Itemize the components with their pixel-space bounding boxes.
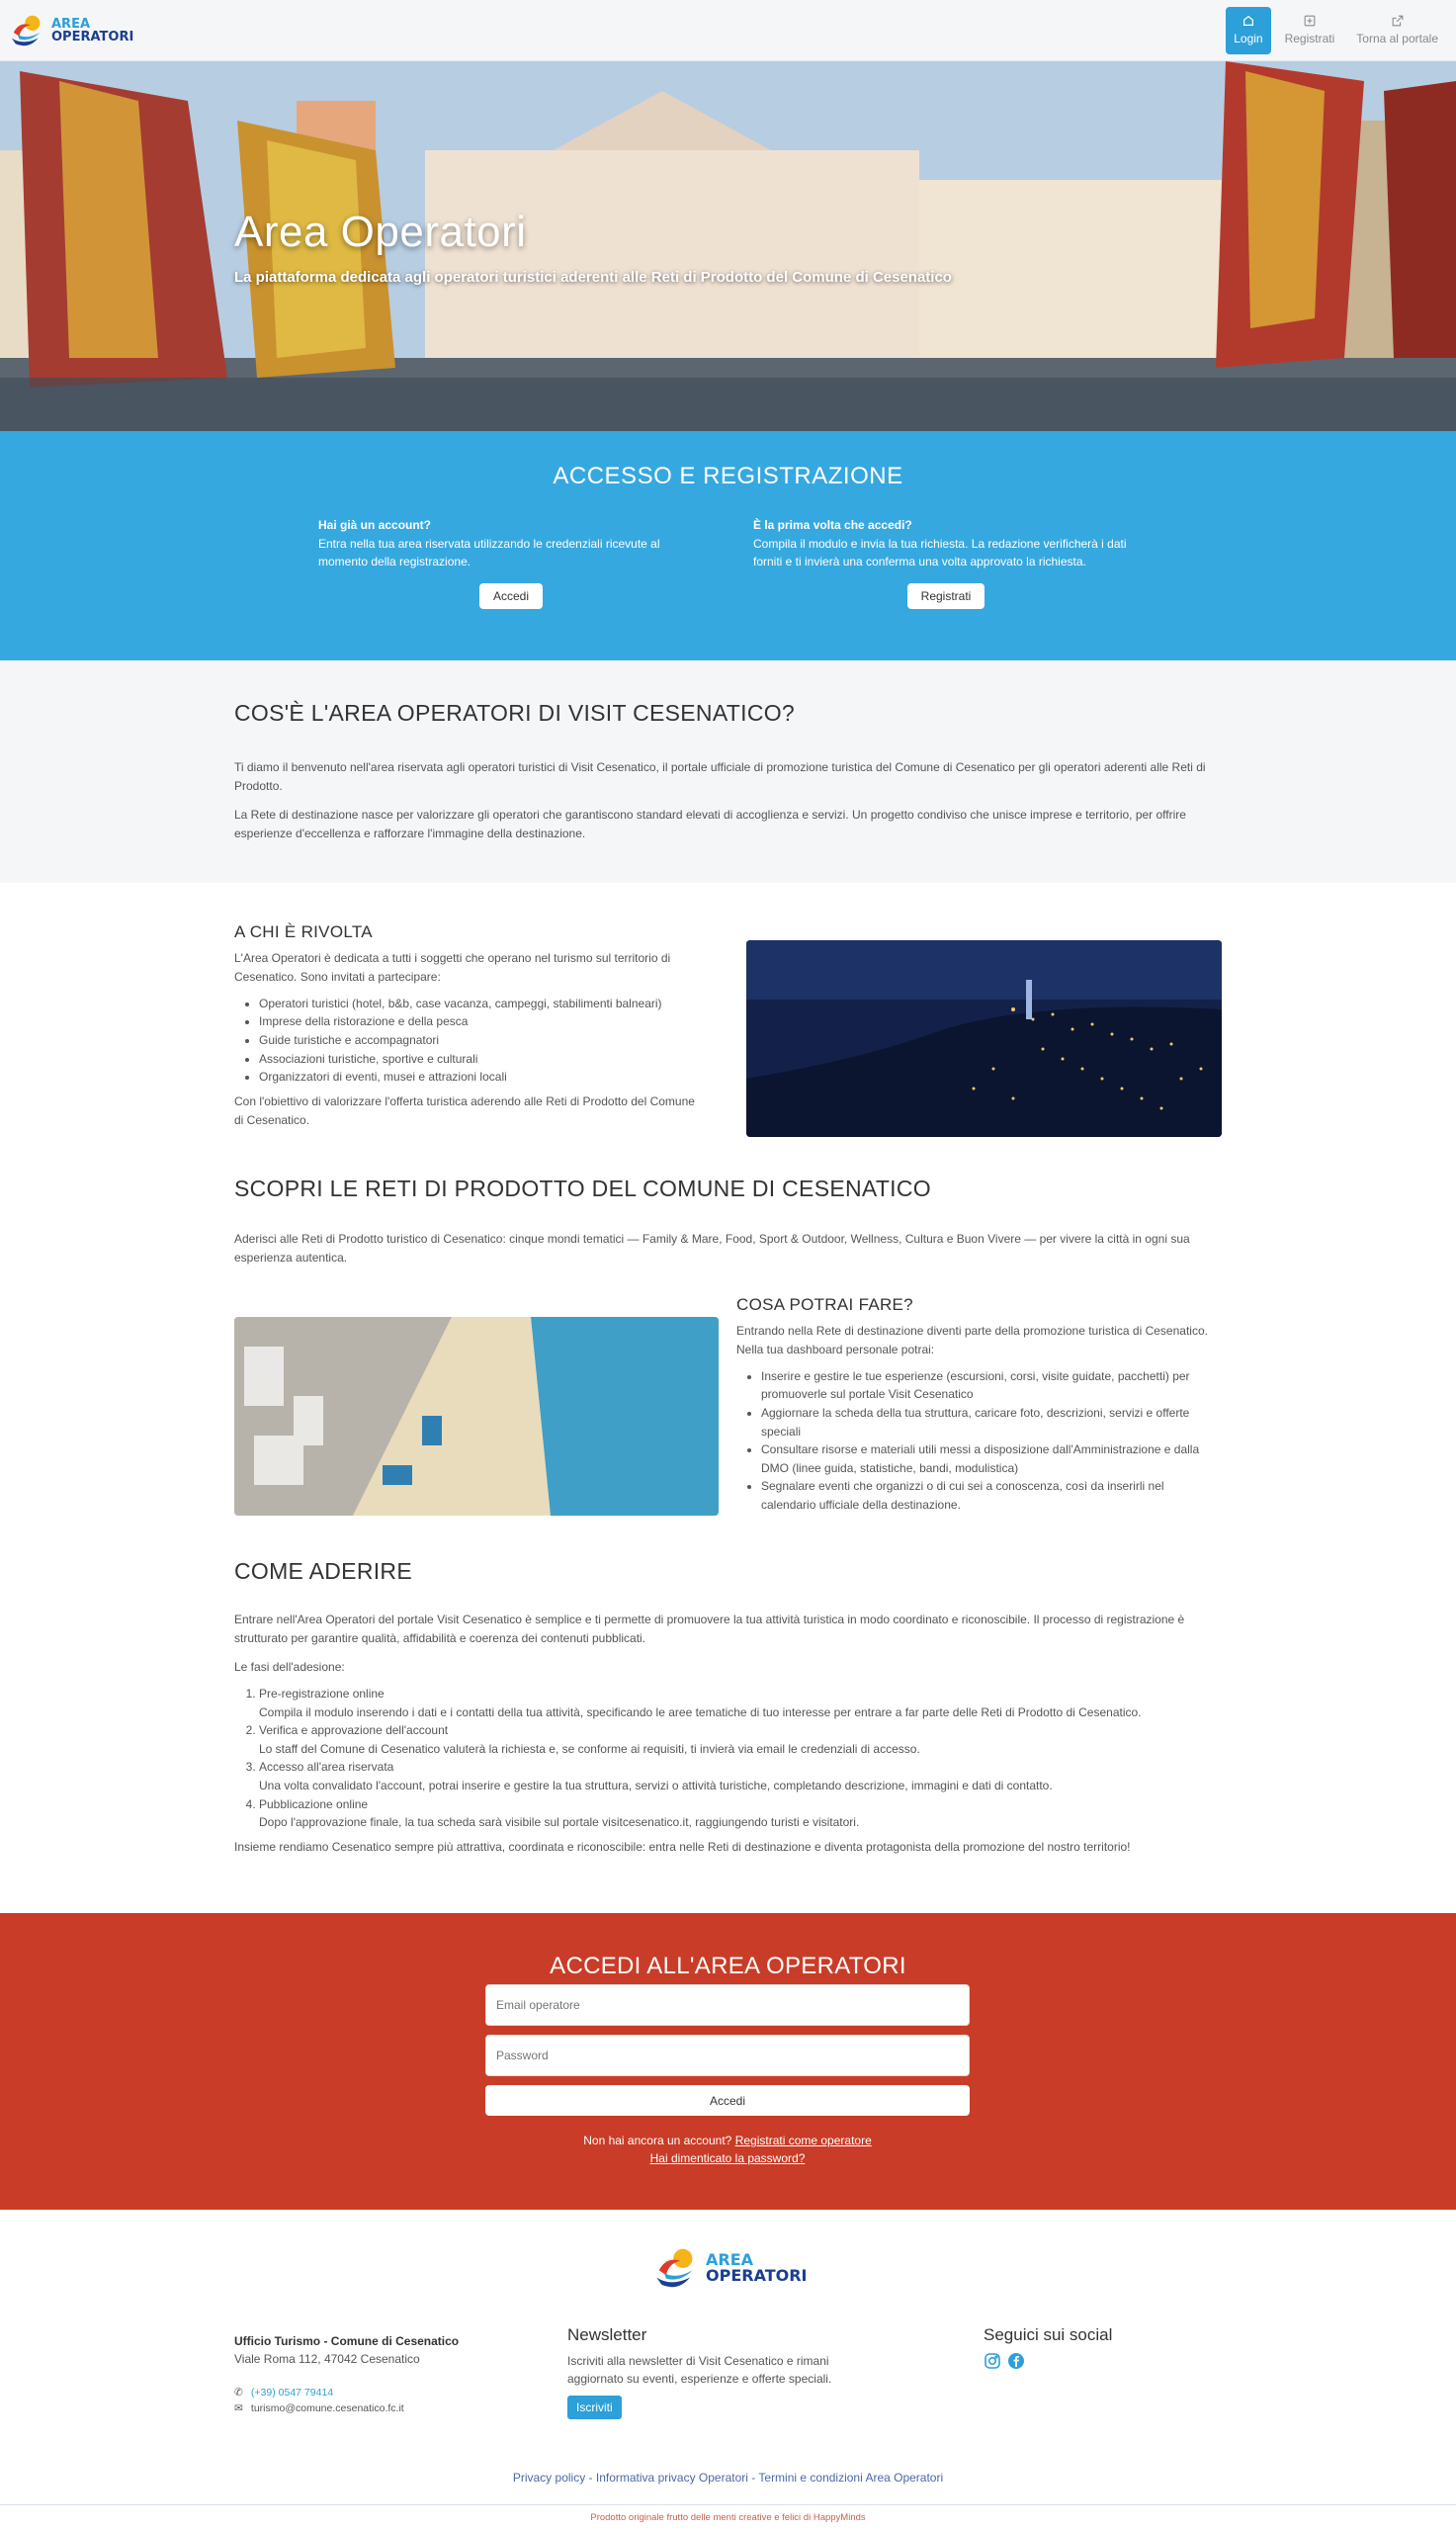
join-step-text: Dopo l'approvazione finale, la tua scheda sarà visibile sul portale visitcesenatico.it, raggiungendo turisti e visitatori. xyxy=(259,1815,860,1830)
phone-link[interactable]: (+39) 0547 79414 xyxy=(250,2387,334,2399)
beach-aerial-photo xyxy=(234,1317,719,1516)
join-section xyxy=(234,1554,1222,1857)
newsletter-subscribe-button[interactable]: Iscriviti xyxy=(567,2396,622,2419)
join-step-title: Pre-registrazione online xyxy=(259,1687,385,1702)
login-submit-button[interactable]: Accedi xyxy=(485,2085,970,2116)
audience-intro: L'Area Operatori è dedicata a tutti i soggetti che operano nel turismo sul territorio di Cesenatico. Sono invitati a partecipare: xyxy=(234,950,671,984)
password-field[interactable] xyxy=(485,2035,970,2076)
list-item: • Associazioni turistiche, sportive e culturali xyxy=(259,1050,704,1069)
hero-banner xyxy=(0,61,1456,431)
footer-divider xyxy=(0,2504,1456,2505)
features-list xyxy=(761,1367,1222,1515)
office-address: Viale Roma 112, 47042 Cesenatico xyxy=(234,2352,420,2366)
login-nav-label: Login xyxy=(1234,31,1263,45)
audience-title: A CHI È RIVOLTA xyxy=(234,922,373,941)
no-account-text: Non hai ancora un account? xyxy=(583,2134,732,2147)
login-section xyxy=(0,1913,1456,2210)
audience-outro: Con l'obiettivo di valorizzare l'offerta turistica aderendo alle Reti di Prodotto del Comune di Cesenatico. xyxy=(234,1093,695,1128)
access-register-column xyxy=(753,516,1139,609)
register-nav-label: Registrati xyxy=(1284,31,1335,45)
contact-rows xyxy=(234,2386,491,2417)
footer-contact xyxy=(234,2332,491,2417)
list-item: • Guide turistiche e accompagnatori xyxy=(259,1031,704,1050)
footer-credit: Prodotto originale frutto delle menti creative e felici di HappyMinds xyxy=(590,2512,866,2523)
list-item: • Imprese della ristorazione e della pesca xyxy=(259,1012,704,1031)
beach-illustration xyxy=(234,1317,719,1516)
join-paragraph: Entrare nell'Area Operatori del portale Visit Cesenatico è semplice e ti permette di promuovere la tua attività turistica in modo coordinato e riconoscibile. Il processo di registrazione è strutturato per garantire qualità, affidabilità e coerenza dei contenuti pubblicati. xyxy=(234,1612,1185,1645)
join-step-title: Pubblicazione online xyxy=(259,1796,369,1811)
join-step-text: Lo staff del Comune di Cesenatico valuterà la richiesta e, se conforme ai requisiti, ti invierà via email le credenziali di accesso. xyxy=(259,1741,920,1756)
social-title: Seguici sui social xyxy=(984,2325,1113,2344)
night-city-photo xyxy=(746,940,1222,1137)
hero-content xyxy=(234,200,952,290)
instagram-icon[interactable] xyxy=(984,2352,1001,2370)
join-step xyxy=(259,1758,1222,1794)
list-item: • Segnalare eventi che organizzi o di cui sei a conoscenza, così da inserirli nel calendario ufficiale della destinazione. xyxy=(761,1477,1222,1514)
list-item: • Aggiornare la scheda della tua struttura, caricare foto, descrizioni, servizi e offerte speciali xyxy=(761,1404,1222,1440)
top-navbar xyxy=(0,0,1456,61)
join-step xyxy=(259,1685,1222,1721)
hero-subtitle: La piattaforma dedicata agli operatori turistici aderenti alle Reti di Prodotto del Comune di Cesenatico xyxy=(234,269,952,286)
login-links xyxy=(485,2132,970,2167)
about-paragraph-2: La Rete di destinazione nasce per valorizzare gli operatori che garantiscono standard elevati di accoglienza e servizi. Un progetto condiviso che unisce imprese e territorio, per offrire esperienze d'eccellenza e rafforzare l'immagine della destinazione. xyxy=(234,807,1186,841)
footer-brand-line1: AREA xyxy=(706,2250,754,2269)
audience-section xyxy=(234,919,704,1130)
email-row xyxy=(234,2401,491,2417)
features-title: COSA POTRAI FARE? xyxy=(736,1295,913,1314)
external-link-icon xyxy=(1391,14,1405,28)
footer-brand-line2: OPERATORI xyxy=(706,2266,808,2285)
facebook-icon[interactable] xyxy=(1007,2352,1025,2370)
phone-icon: ✆ xyxy=(234,2387,243,2399)
hero-title: Area Operatori xyxy=(234,208,527,256)
features-intro: Entrando nella Rete di destinazione diventi parte della promozione turistica di Cesenatico. Nella tua dashboard personale potrai: xyxy=(736,1323,1208,1356)
list-item: • Organizzatori di eventi, musei e attrazioni locali xyxy=(259,1068,704,1087)
office-title: Ufficio Turismo - Comune di Cesenatico xyxy=(234,2334,460,2348)
join-step-title: Accesso all'area riservata xyxy=(259,1760,394,1775)
about-title: COS'È L'AREA OPERATORI DI VISIT CESENATICO? xyxy=(234,700,796,726)
footer-newsletter xyxy=(567,2322,864,2419)
plus-square-icon xyxy=(1303,14,1317,28)
email-field[interactable] xyxy=(485,1984,970,2026)
access-login-text: Entra nella tua area riservata utilizzando le credenziali ricevute al momento della registrazione. xyxy=(318,536,660,569)
access-register-text: Compila il modulo e invia la tua richiesta. La redazione verificherà i dati forniti e ti invierà una conferma una volta approvato la richiesta. xyxy=(753,536,1127,569)
join-step xyxy=(259,1795,1222,1832)
networks-text: Aderisci alle Reti di Prodotto turistico di Cesenatico: cinque mondi tematici — Family & Mare, Food, Sport & Outdoor, Wellness, Cultura e Buon Vivere — per vivere la città in ogni sua esperienza autentica. xyxy=(234,1231,1190,1265)
footer-logo[interactable] xyxy=(654,2243,808,2293)
join-step xyxy=(259,1721,1222,1758)
brand-line2: OPERATORI xyxy=(51,29,134,44)
forgot-password-link[interactable]: Hai dimenticato la password? xyxy=(649,2151,806,2165)
list-item: • Inserire e gestire le tue esperienze (escursioni, corsi, visite guidate, pacchetti) per promuoverle sul portale Visit Cesenatico xyxy=(761,1367,1222,1404)
register-operator-link[interactable]: Registrati come operatore xyxy=(734,2134,872,2147)
about-section xyxy=(0,660,1456,883)
join-steps xyxy=(259,1685,1222,1832)
footer-wordmark xyxy=(706,2252,808,2284)
login-title: ACCEDI ALL'AREA OPERATORI xyxy=(550,1953,906,1979)
login-nav-button[interactable] xyxy=(1226,7,1270,54)
newsletter-title: Newsletter xyxy=(567,2325,647,2344)
privacy-policy-link[interactable]: Privacy policy xyxy=(512,2471,586,2485)
nav-actions xyxy=(1226,7,1446,54)
about-container xyxy=(234,696,1222,843)
networks-title: SCOPRI LE RETI DI PRODOTTO DEL COMUNE DI CESENATICO xyxy=(234,1176,931,1201)
footer-legal-links: Privacy policy - Informativa privacy Operatori - Termini e condizioni Area Operatori xyxy=(512,2471,944,2485)
footer-social xyxy=(984,2322,1221,2370)
sun-wave-logo-icon xyxy=(654,2243,702,2293)
home-icon xyxy=(1242,14,1255,28)
brand-logo[interactable] xyxy=(10,11,133,50)
portal-nav-button[interactable] xyxy=(1348,7,1446,54)
about-paragraph-1: Ti diamo il benvenuto nell'area riservata agli operatori turistici di Visit Cesenatico, il portale ufficiale di promozione turistica del Comune di Cesenatico per gli operatori aderenti alle Reti di Prodotto. xyxy=(234,759,1206,793)
features-section xyxy=(736,1292,1222,1515)
terms-link[interactable]: Termini e condizioni Area Operatori xyxy=(758,2471,944,2485)
brand-wordmark xyxy=(51,18,133,44)
access-register-heading: È la prima volta che accedi? xyxy=(753,518,912,532)
portal-nav-label: Torna al portale xyxy=(1356,31,1438,45)
newsletter-text: Iscriviti alla newsletter di Visit Cesenatico e rimani aggiornato su eventi, esperienze e offerte speciali. xyxy=(567,2353,832,2386)
networks-section xyxy=(234,1172,1222,1267)
login-form xyxy=(485,1984,970,2167)
register-nav-button[interactable] xyxy=(1277,7,1343,54)
email-link[interactable]: turismo@comune.cesenatico.fc.it xyxy=(250,2401,404,2414)
access-login-heading: Hai già un account? xyxy=(318,518,432,532)
envelope-icon: ✉ xyxy=(234,2401,243,2414)
join-phases-label: Le fasi dell'adesione: xyxy=(234,1659,345,1674)
access-section xyxy=(0,431,1456,660)
list-item: • Operatori turistici (hotel, b&b, case vacanza, campeggi, stabilimenti balneari) xyxy=(259,995,704,1013)
night-city-illustration xyxy=(746,940,1222,1137)
join-step-title: Verifica e approvazione dell'account xyxy=(259,1723,449,1738)
join-closing: Insieme rendiamo Cesenatico sempre più attrattiva, coordinata e riconoscibile: entra nelle Reti di destinazione e diventa protagonista della promozione del nostro territorio! xyxy=(234,1839,1131,1854)
audience-list xyxy=(259,995,704,1087)
brand-line1: AREA xyxy=(51,16,91,32)
social-icons xyxy=(984,2352,1221,2370)
join-step-text: Compila il modulo inserendo i dati e i contatti della tua attività, specificando le aree tematiche di tuo interesse per entrare a far parte delle Reti di Prodotto di Cesenatico. xyxy=(259,1704,1142,1719)
phone-row xyxy=(234,2386,491,2401)
access-login-button[interactable]: Accedi xyxy=(479,583,543,609)
sun-wave-logo-icon xyxy=(10,11,47,50)
access-title: ACCESSO E REGISTRAZIONE xyxy=(553,463,903,489)
access-register-button[interactable]: Registrati xyxy=(907,583,985,609)
join-step-text: Una volta convalidato l'account, potrai inserire e gestire la tua struttura, servizi o attività turistiche, completando descrizione, immagini e dati di contatto. xyxy=(259,1779,1053,1793)
privacy-operators-link[interactable]: Informativa privacy Operatori xyxy=(595,2471,748,2485)
access-login-column xyxy=(318,516,704,609)
access-columns xyxy=(318,516,1139,609)
join-title: COME ADERIRE xyxy=(234,1558,412,1584)
list-item: • Consultare risorse e materiali utili messi a disposizione dall'Amministrazione e dalla DMO (linee guida, statistiche, bandi, modulistica) xyxy=(761,1440,1222,1477)
